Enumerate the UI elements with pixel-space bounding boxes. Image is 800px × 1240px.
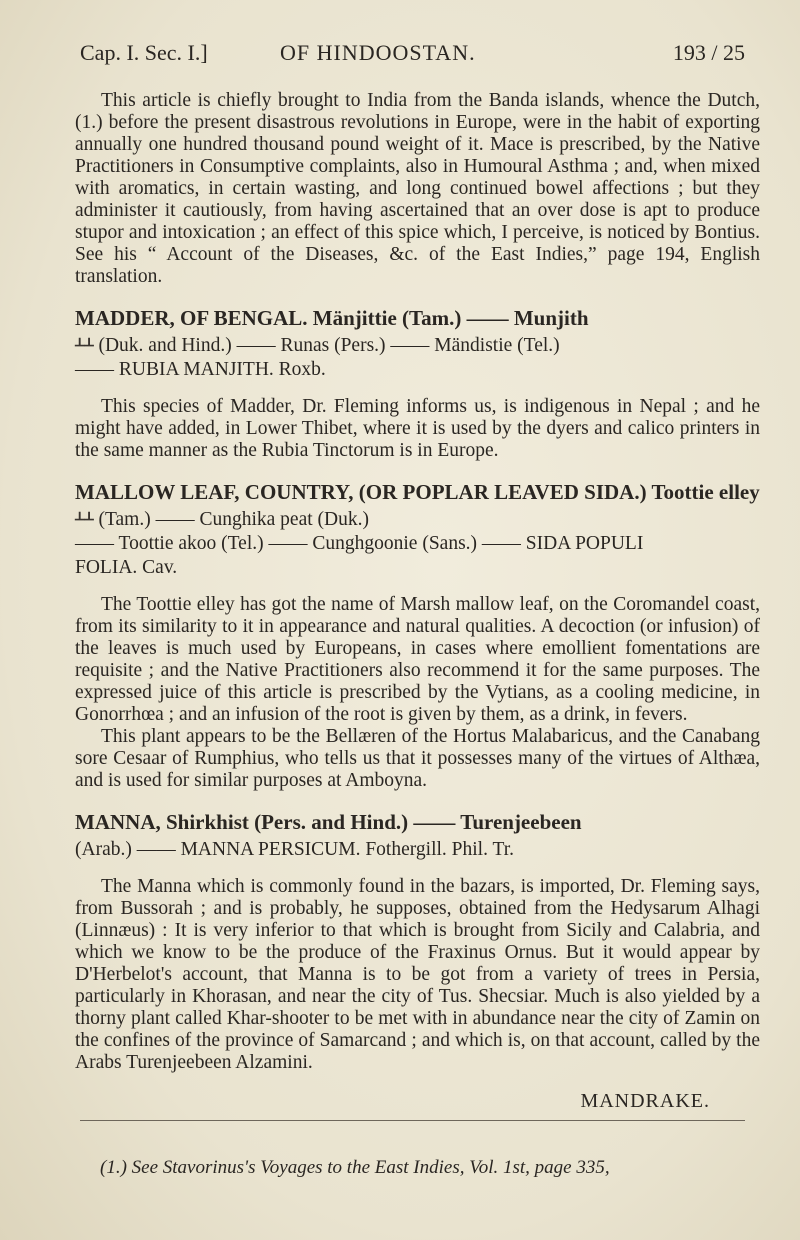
tamil-script-glyph: ᚆᚆ (75, 335, 99, 356)
entry-mallow-leaf (75, 480, 760, 792)
entry-paragraph: This species of Madder, Dr. Fleming informs us, is indigenous in Nepal ; and he might have added, in Lower Thibet, where it is used by the dyers and calico printers in the same manner as the Rubia Tinctorum is in Europe. (75, 396, 760, 461)
catchword: MANDRAKE. (580, 1090, 710, 1112)
entry-synonyms: ᚆᚆ (Duk. and Hind.) —— Runas (Pers.) —— Mändistie (Tel.) (75, 335, 560, 356)
tamil-script-glyph: ᚆᚆ (75, 509, 99, 530)
entry-botanical-name: FOLIA. Cav. (75, 557, 178, 578)
entry-botanical-name: (Arab.) —— MANNA PERSICUM. Fothergill. Phil. Tr. (75, 839, 514, 860)
entry-paragraph: The Manna which is commonly found in the bazars, is imported, Dr. Fleming says, from Bussorah ; and is probably, he supposes, obtained from the Hedysarum Alhagi (Linnæus) : It is very inferior to that which is brought from Sicily and Calabria, and which we know to be the produce of the Fraxinus Ornus. But it would appear by D'Herbelot's account, that Manna is to be got from a variety of trees in Persia, particularly in Khorasan, and near the city of Tus. Shecsiar. Much is also yielded by a thorny plant called Khar-shooter to be met with in abundance near the city of Zamin on the confines of the province of Samarcand ; and which is, on that account, called by the Arabs Turenjeebeen Alzamini. (75, 876, 760, 1073)
mace-paragraph: This article is chiefly brought to India from the Banda islands, whence the Dutch, (1.) before the present disastrous revolutions in Europe, were in the habit of exporting annually one hundred thousand pound weight of it. Mace is prescribed, by the Native Practitioners in Consumptive complaints, also in Humoural Asthma ; and, when mixed with aromatics, in certain wasting, and long continued bowel affections ; but they administer it cautiously, from having ascertained that an over dose is apt to produce stupor and intoxication ; an effect of this spice which, I perceive, is noticed by Bontius. See his “ Account of the Diseases, &c. of the East Indies,” page 194, English translation. (75, 90, 760, 287)
entry-manna (75, 810, 760, 1074)
page-content (75, 90, 760, 1074)
entry-botanical-name: —— RUBIA MANJITH. Roxb. (75, 359, 326, 380)
entry-paragraph: This plant appears to be the Bellæren of the Hortus Malabaricus, and the Canabang sore Cesaar of Rumphius, who tells us that it possesses many of the virtues of Althæa, and is used for similar purposes at Amboyna. (75, 726, 760, 791)
chapter-reference: Cap. I. Sec. I.] (80, 40, 208, 65)
entry-synonyms: —— Toottie akoo (Tel.) —— Cunghgoonie (Sans.) —— SIDA POPULI (75, 533, 644, 554)
entry-heading: MANNA, Shirkhist (Pers. and Hind.) —— Turenjeebeen (75, 810, 582, 834)
entry-heading: MALLOW LEAF, COUNTRY, (OR POPLAR LEAVED SIDA.) Toottie elley (75, 480, 760, 504)
footnote-divider (80, 1120, 745, 1121)
running-header (80, 40, 745, 70)
page-number: 193 / 25 (672, 40, 745, 65)
running-title: OF HINDOOSTAN. (280, 40, 476, 65)
entry-madder (75, 306, 760, 462)
footnote: (1.) See Stavorinus's Voyages to the East Indies, Vol. 1st, page 335, (100, 1157, 610, 1178)
entry-synonyms: ᚆᚆ (Tam.) —— Cunghika peat (Duk.) (75, 509, 369, 530)
entry-heading: MADDER, OF BENGAL. Mänjittie (Tam.) —— Munjith (75, 306, 589, 330)
entry-paragraph: The Toottie elley has got the name of Marsh mallow leaf, on the Coromandel coast, from its similarity to it in appearance and natural qualities. A decoction (or infusion) of the leaves is much used by Europeans, in cases where emollient fomentations are requisite ; and the Native Practitioners also recommend it for the same purposes. The expressed juice of this article is prescribed by the Vytians, as a cooling medicine, in Gonorrhœa ; and an infusion of the root is given by them, as a drink, in fevers. (75, 594, 760, 725)
